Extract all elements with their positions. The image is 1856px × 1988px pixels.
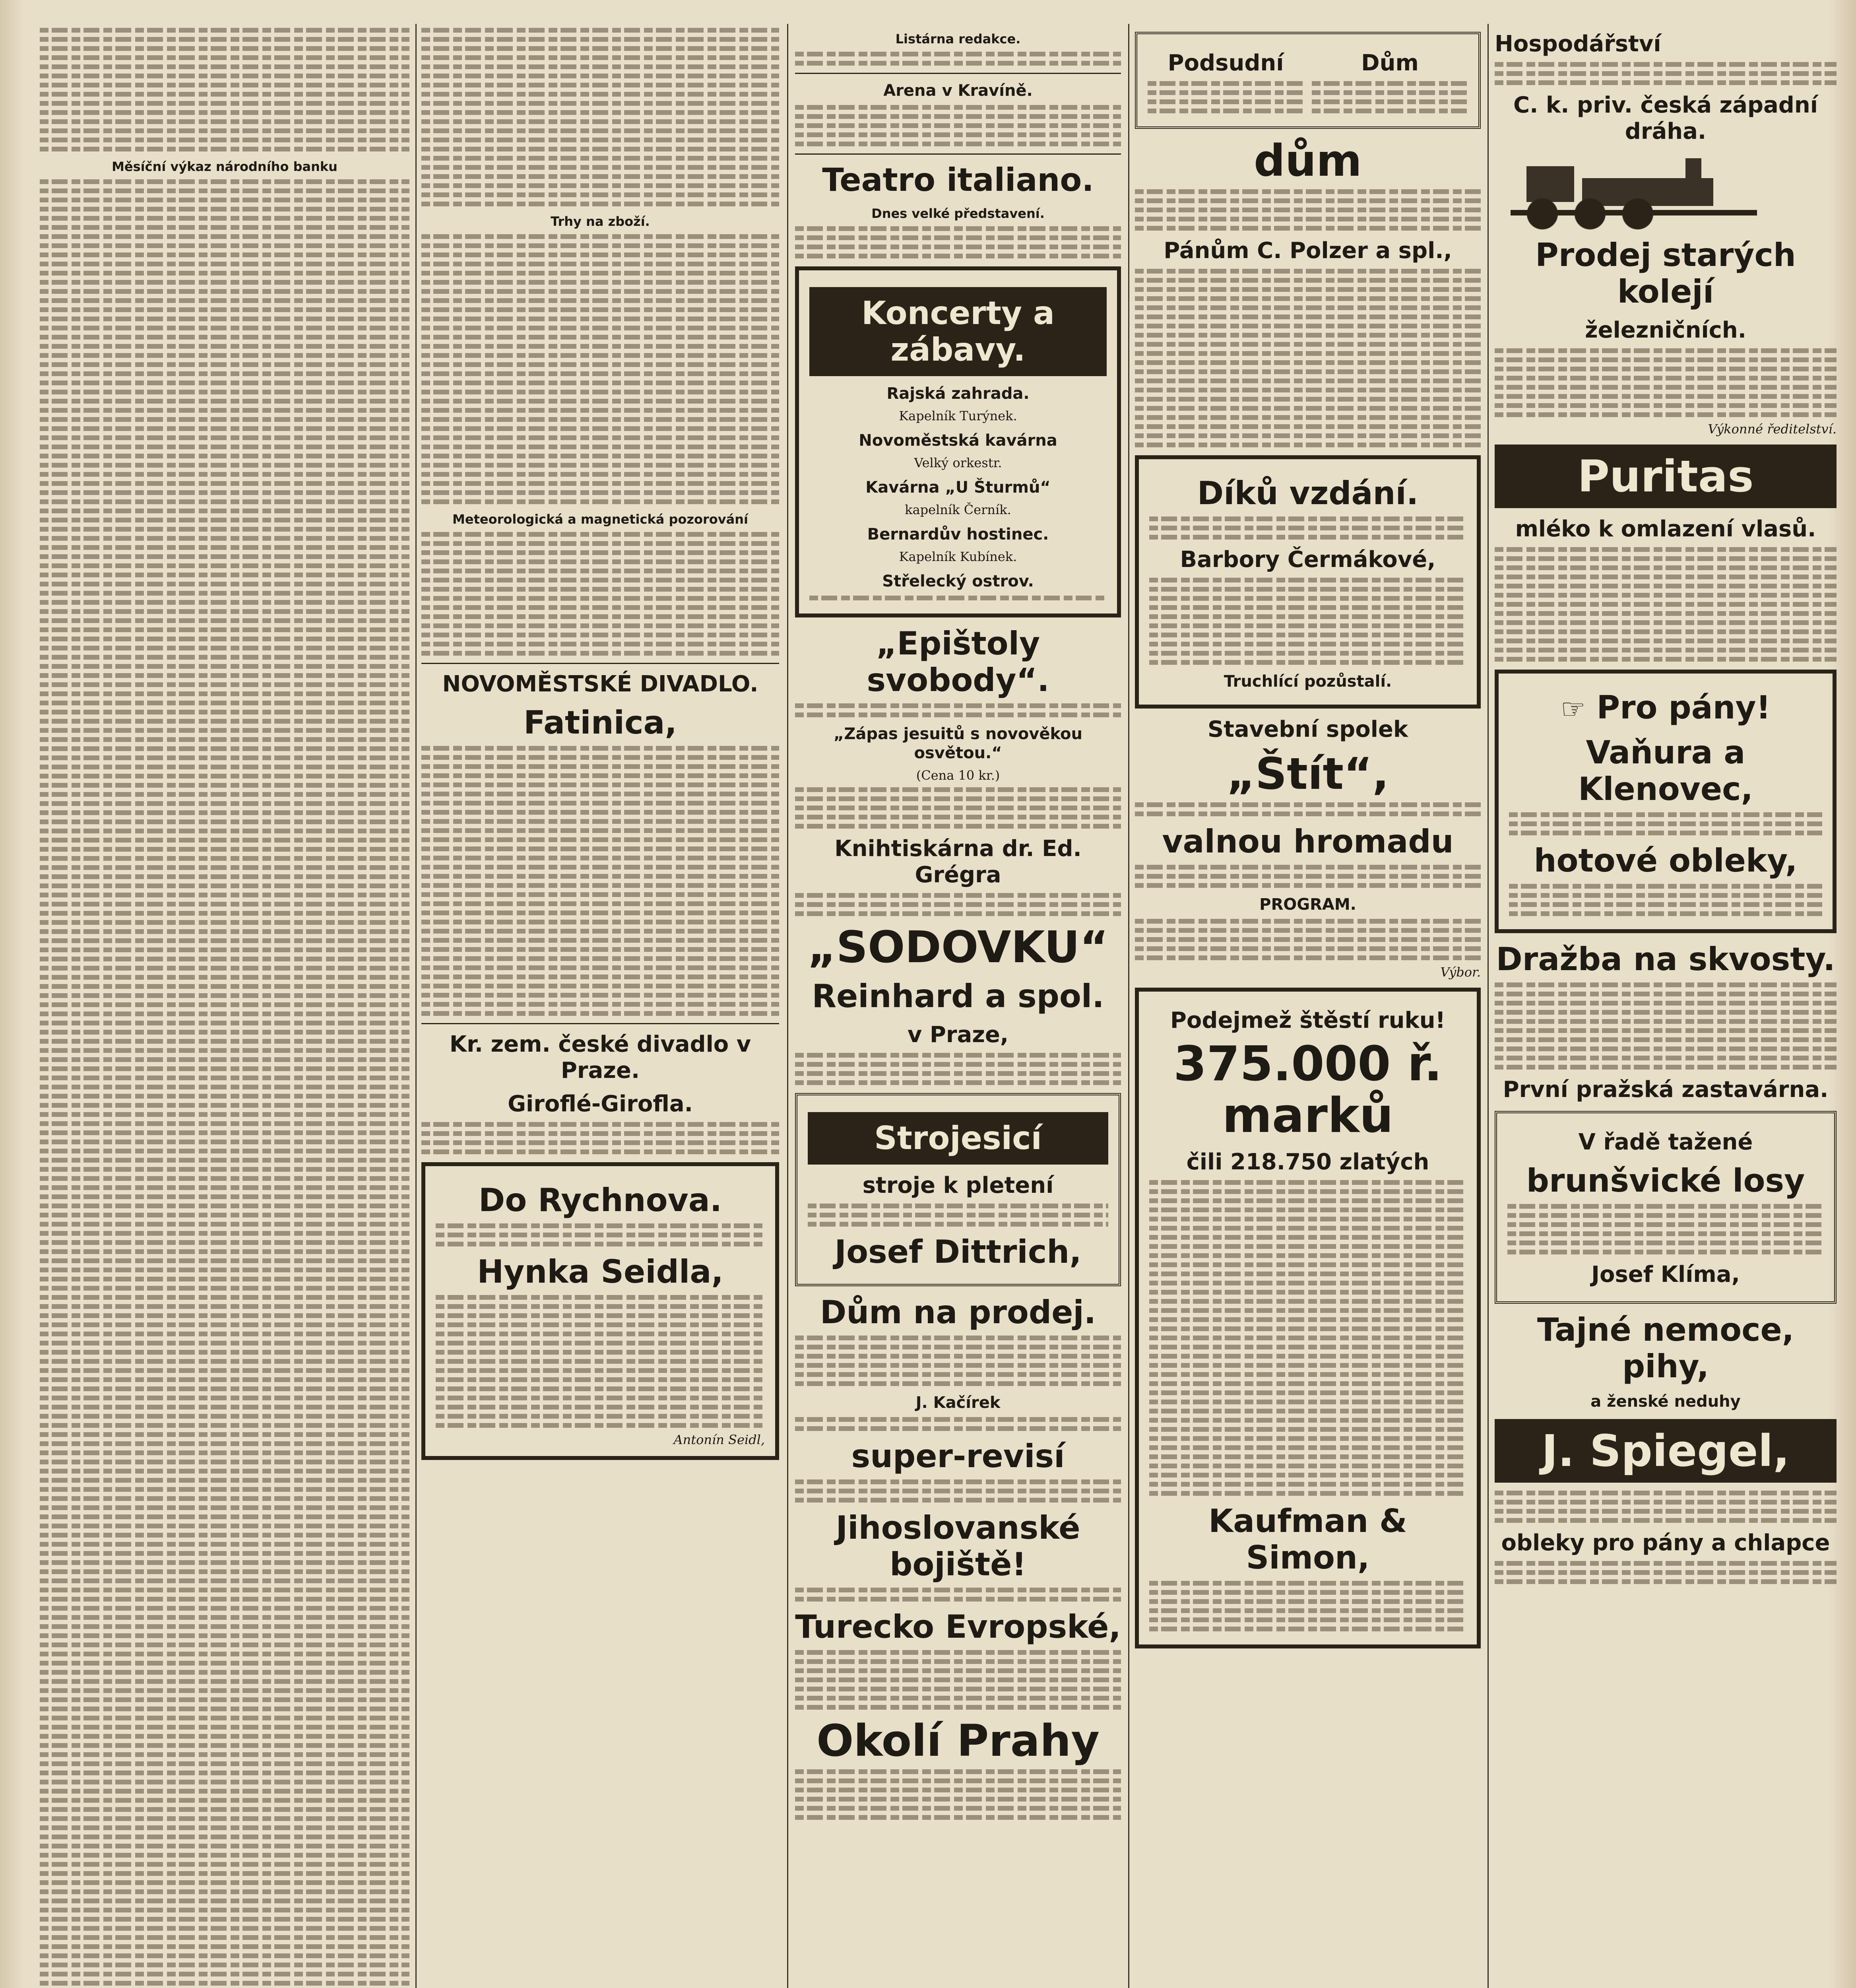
play-title: Fatinica, — [524, 704, 677, 741]
hotove: hotové obleky, — [1534, 842, 1798, 879]
vpraze: v Praze, — [907, 1022, 1009, 1048]
concert-5: Střelecký ostrov. — [882, 572, 1034, 590]
spiegel: J. Spiegel, — [1495, 1419, 1837, 1483]
truchlici: Truchlící pozůstalí. — [1224, 672, 1392, 691]
text-block — [1135, 802, 1481, 816]
brunsvicke: brunšvické losy — [1526, 1162, 1805, 1199]
column-2 — [421, 24, 779, 1988]
text-block — [1149, 578, 1466, 665]
text-block — [795, 1650, 1121, 1710]
cili: čili 218.750 zlatých — [1186, 1149, 1429, 1175]
prodej: Prodej starých kolejí — [1535, 237, 1796, 310]
text-block — [795, 703, 1121, 717]
text-block — [795, 893, 1121, 916]
vanura: Vaňura a Klenovec, — [1578, 734, 1753, 808]
rychnov-title: Do Rychnova. — [478, 1182, 722, 1219]
teatro-heading: Teatro italiano. — [822, 161, 1094, 198]
text-block — [809, 596, 1107, 600]
barbory: Barbory Čermákové, — [1180, 547, 1436, 573]
text-block — [1149, 1581, 1466, 1631]
mleko: mléko k omlazení vlasů. — [1515, 516, 1816, 542]
column-5 — [1495, 24, 1837, 1988]
ckpriv: C. k. priv. česká západní dráha. — [1513, 92, 1818, 144]
valnou-heading: valnou hromadu — [1162, 823, 1454, 860]
dum1-heading: Dům — [1361, 50, 1419, 76]
text-block — [421, 746, 779, 1016]
text-block — [1149, 516, 1466, 540]
text-block — [795, 1588, 1121, 1602]
reinhard-heading: Reinhard a spol. — [812, 978, 1104, 1015]
zapas-price: (Cena 10 kr.) — [916, 768, 1000, 783]
text-block — [1507, 1204, 1824, 1254]
text-block — [808, 1204, 1108, 1227]
text-block — [1509, 884, 1822, 916]
concert-1: Rajská zahrada. — [886, 384, 1030, 403]
diku-heading: Díků vzdání. — [1197, 475, 1419, 512]
text-block — [436, 1295, 765, 1428]
rychnov-notice — [421, 1162, 779, 1460]
concert-4-sub: Kapelník Kubínek. — [899, 549, 1017, 564]
grain-heading: Trhy na zboží. — [551, 214, 650, 229]
lottery-box — [1135, 988, 1481, 1648]
text-block — [795, 1417, 1121, 1431]
column-rule — [1488, 24, 1489, 1988]
teatro-sub: Dnes velké představení. — [871, 206, 1045, 221]
column-rule — [787, 24, 788, 1988]
tajne: Tajné nemoce, pihy, — [1537, 1311, 1794, 1385]
bank-heading: Měsíční výkaz národního banku — [112, 159, 337, 174]
text-block — [1495, 1561, 1837, 1584]
stroje-box — [795, 1093, 1121, 1286]
superrevisi: super-revisí — [851, 1438, 1065, 1475]
diku-box — [1135, 455, 1481, 709]
drazba: Dražba na skvosty. — [1496, 941, 1835, 978]
text-block — [1495, 547, 1837, 662]
kacirek-name: J. Kačírek — [915, 1394, 1001, 1412]
podsudni-heading: Podsudní — [1168, 50, 1284, 76]
zenske: a ženské neduhy — [1590, 1392, 1741, 1411]
vykonne: Výkonné ředitelství. — [1708, 421, 1837, 437]
text-block — [421, 1122, 779, 1154]
vrade: V řadě tažené — [1578, 1129, 1753, 1155]
epistoly-heading: „Epištoly svobody“. — [867, 625, 1049, 699]
concerts-box — [795, 266, 1121, 617]
text-block — [1495, 62, 1837, 85]
propany — [1509, 689, 1822, 727]
text-block — [795, 52, 1121, 66]
column-3 — [795, 24, 1121, 1988]
losy-box — [1495, 1111, 1837, 1304]
concert-3-sub: kapelník Černík. — [905, 502, 1011, 517]
text-block — [1312, 81, 1468, 113]
text-block — [1509, 812, 1822, 835]
concerts-heading: Koncerty a zábavy. — [809, 287, 1107, 376]
text-block — [1495, 982, 1837, 1070]
jihoslovanske: Jihoslovanské bojiště! — [836, 1509, 1080, 1583]
stit-heading: „Štít“, — [1226, 748, 1389, 799]
hospodarstvi: Hospodářství — [1495, 31, 1661, 57]
text-block — [1495, 348, 1837, 417]
puritas: Puritas — [1495, 445, 1837, 508]
locomotive-image — [1495, 150, 1837, 230]
text-block — [1135, 865, 1481, 888]
text-block — [421, 234, 779, 504]
dum2-heading: dům — [1254, 135, 1362, 186]
column-4 — [1135, 24, 1481, 1988]
zastavarna: První pražská zastavárna. — [1503, 1077, 1829, 1103]
column-1 — [40, 24, 409, 1988]
concert-2: Novoměstská kavárna — [859, 431, 1057, 450]
text-block — [40, 28, 409, 151]
propany-box — [1495, 670, 1837, 933]
column-rule — [415, 24, 417, 1988]
podsudni-box — [1135, 32, 1481, 129]
text-block — [1135, 189, 1481, 231]
podejmez: Podejmež štěstí ruku! — [1170, 1008, 1446, 1033]
text-block — [1149, 1180, 1466, 1496]
turecko: Turecko Evropské, — [795, 1608, 1121, 1645]
vybor-signature: Výbor. — [1440, 965, 1481, 980]
text-block — [1495, 1491, 1837, 1523]
concert-4: Bernardův hostinec. — [867, 525, 1049, 544]
text-block — [421, 28, 779, 206]
concert-2-sub: Velký orkestr. — [914, 455, 1002, 470]
text-block — [795, 105, 1121, 146]
markov: 375.000 ř. marků — [1173, 1037, 1442, 1143]
program-heading: PROGRAM. — [1259, 895, 1356, 914]
text-block — [1135, 269, 1481, 447]
text-block — [795, 1769, 1121, 1820]
pointing-hand-icon: ☞ — [1560, 693, 1586, 725]
obleky: obleky pro pány a chlapce — [1501, 1530, 1830, 1556]
text-block — [795, 226, 1121, 258]
listarna-heading: Listárna redakce. — [895, 31, 1021, 47]
text-block — [795, 1053, 1121, 1085]
theatre-new-heading: NOVOMĚSTSKÉ DIVADLO. — [442, 671, 758, 697]
klima: Josef Klíma, — [1591, 1262, 1740, 1287]
text-block — [795, 1336, 1121, 1386]
weather-heading: Meteorologická a magnetická pozorování — [452, 512, 748, 527]
text-block — [1135, 919, 1481, 960]
text-block — [436, 1223, 765, 1246]
stavebni-heading: Stavební spolek — [1207, 716, 1408, 742]
text-block — [795, 787, 1121, 829]
concert-3: Kavárna „U Šturmů“ — [865, 478, 1051, 497]
okoli-prahy: Okolí Prahy — [816, 1715, 1100, 1766]
propany-label: Pro pány! — [1596, 689, 1771, 726]
concert-1-sub: Kapelník Turýnek. — [899, 408, 1017, 423]
stroje-sub: stroje k pletení — [862, 1173, 1054, 1198]
text-block — [1148, 81, 1304, 113]
text-block — [421, 532, 779, 656]
text-block — [795, 1479, 1121, 1503]
dum-prodej: Dům na prodej. — [820, 1294, 1096, 1331]
dittrich-name: Josef Dittrich, — [834, 1233, 1082, 1270]
rychnov-signature: Antonín Seidl, — [673, 1432, 765, 1447]
sodovku-heading: „SODOVKU“ — [807, 922, 1109, 973]
play2-title: Giroflé-Girofla. — [508, 1091, 693, 1117]
stroje-heading: Strojesicí — [808, 1112, 1108, 1165]
kaufman: Kaufman & Simon, — [1208, 1503, 1407, 1576]
rychnov-name: Hynka Seidla, — [477, 1253, 723, 1290]
text-block — [40, 179, 409, 1988]
polzer-heading: Pánům C. Polzer a spl., — [1164, 238, 1452, 264]
theatre-kr-heading: Kr. zem. české divadlo v Praze. — [449, 1031, 751, 1083]
zapas-heading: „Zápas jesuitů s novověkou osvětou.“ — [834, 725, 1082, 762]
column-rule — [1128, 24, 1129, 1988]
arena-heading: Arena v Kravíně. — [883, 82, 1033, 100]
zeleznicnich: železničních. — [1585, 317, 1746, 343]
kniha-heading: Knihtiskárna dr. Ed. Grégra — [834, 836, 1082, 888]
